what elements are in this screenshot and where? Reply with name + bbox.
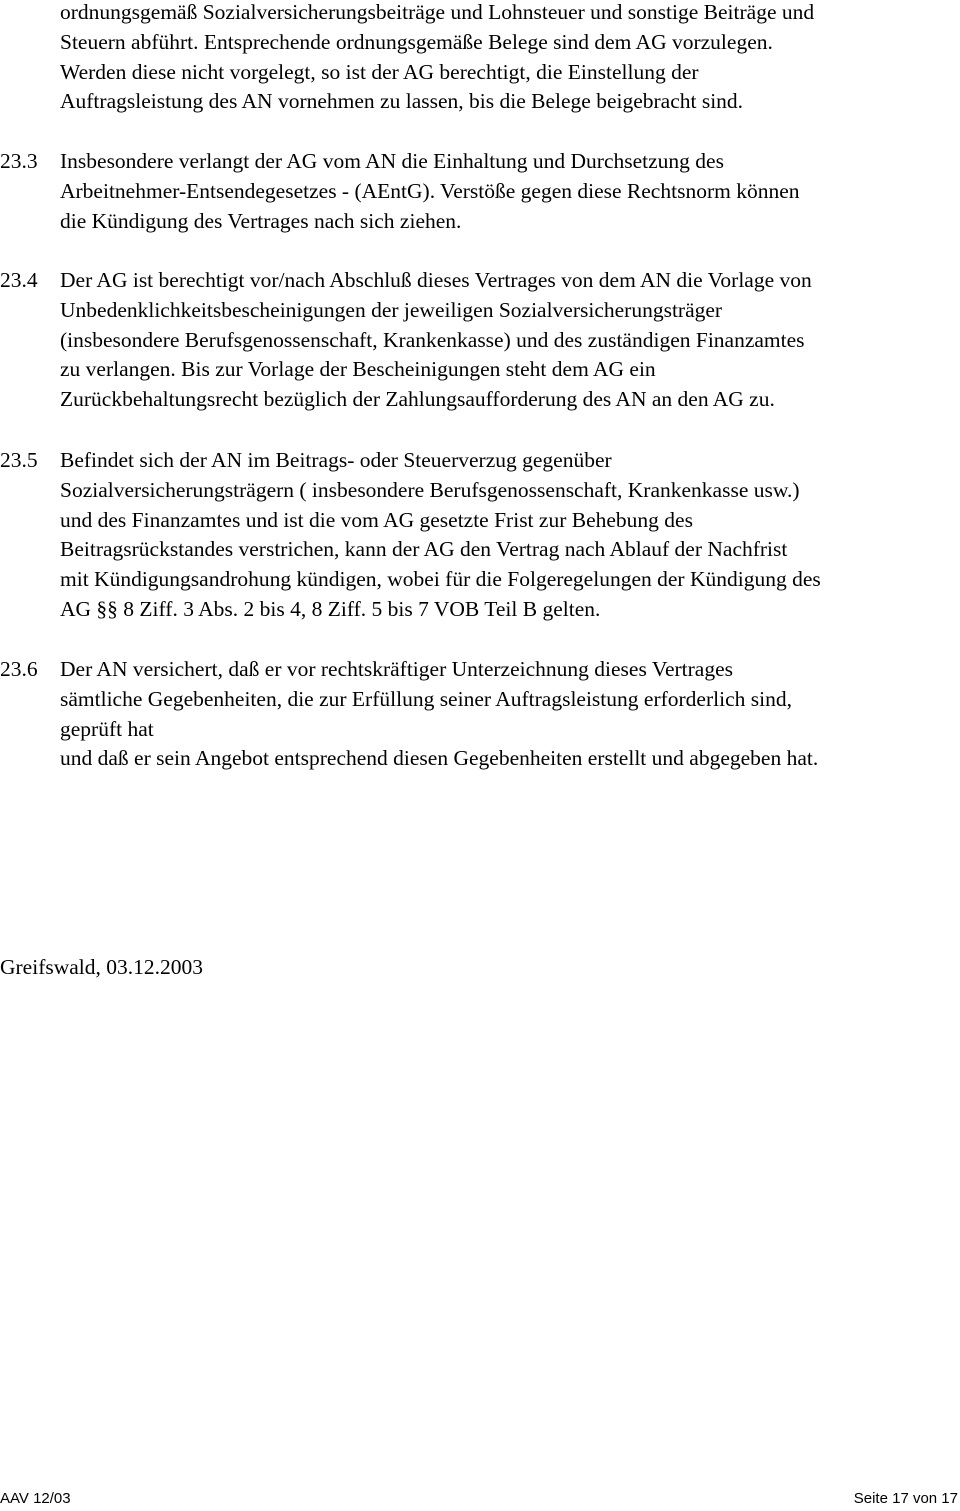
text-line: und daß er sein Angebot entsprechend diesen Gegebenheiten erstellt und abgegeben hat. xyxy=(60,746,819,771)
text-line: Beitragsrückstandes verstrichen, kann der AG den Vertrag nach Ablauf der Nachfrist xyxy=(60,537,788,562)
text-line: Arbeitnehmer-Entsendegesetzes - (AEntG). Verstöße gegen diese Rechtsnorm können xyxy=(60,178,800,203)
paragraph-number: 23.4 xyxy=(0,268,38,292)
text-line: die Kündigung des Vertrages nach sich ziehen. xyxy=(60,208,462,233)
text-line: und des Finanzamtes und ist die vom AG gesetzte Frist zur Behebung des xyxy=(60,507,693,532)
footer-doc-id: AAV 12/03 xyxy=(0,1490,71,1507)
text-line: Zurückbehaltungsrecht bezüglich der Zahlungsaufforderung des AN an den AG zu. xyxy=(60,387,775,412)
text-line: geprüft hat xyxy=(60,716,154,741)
text-line: AG §§ 8 Ziff. 3 Abs. 2 bis 4, 8 Ziff. 5 bis 7 VOB Teil B gelten. xyxy=(60,596,601,621)
paragraph-number: 23.3 xyxy=(0,149,38,173)
text-line: Sozialversicherungsträgern ( insbesondere Berufsgenossenschaft, Krankenkasse usw.) xyxy=(60,477,800,502)
text-line: Auftragsleistung des AN vornehmen zu lassen, bis die Belege beigebracht sind. xyxy=(60,89,744,114)
text-line: Der AG ist berechtigt vor/nach Abschluß dieses Vertrages von dem AN die Vorlage von xyxy=(60,268,812,292)
text-line: ordnungsgemäß Sozialversicherungsbeiträge und Lohnsteuer und sonstige Beiträge und xyxy=(60,0,815,24)
text-line: Befindet sich der AN im Beitrags- oder Steuerverzug gegenüber xyxy=(60,448,612,472)
paragraph-number: 23.6 xyxy=(0,657,38,681)
paragraph-number: 23.5 xyxy=(0,448,38,472)
text-line: Werden diese nicht vorgelegt, so ist der AG berechtigt, die Einstellung der xyxy=(60,59,699,84)
text-line: Der AN versichert, daß er vor rechtskräftiger Unterzeichnung dieses Vertrages xyxy=(60,657,733,681)
footer-page-number: Seite 17 von 17 xyxy=(853,1490,958,1507)
text-line: mit Kündigungsandrohung kündigen, wobei für die Folgeregelungen der Kündigung des xyxy=(60,567,821,592)
text-line: Insbesondere verlangt der AG vom AN die Einhaltung und Durchsetzung des xyxy=(60,149,724,173)
text-line: sämtliche Gegebenheiten, die zur Erfüllung seiner Auftragsleistung erforderlich sind, xyxy=(60,686,792,711)
text-line: Steuern abführt. Entsprechende ordnungsgemäße Belege sind dem AG vorzulegen. xyxy=(60,29,773,54)
text-line: Unbedenklichkeitsbescheinigungen der jeweiligen Sozialversicherungsträger xyxy=(60,297,723,322)
place-date: Greifswald, 03.12.2003 xyxy=(0,955,204,979)
text-line: (insbesondere Berufsgenossenschaft, Krankenkasse) und des zuständigen Finanzamtes xyxy=(60,327,805,352)
text-line: zu verlangen. Bis zur Vorlage der Bescheinigungen steht dem AG ein xyxy=(60,357,656,382)
